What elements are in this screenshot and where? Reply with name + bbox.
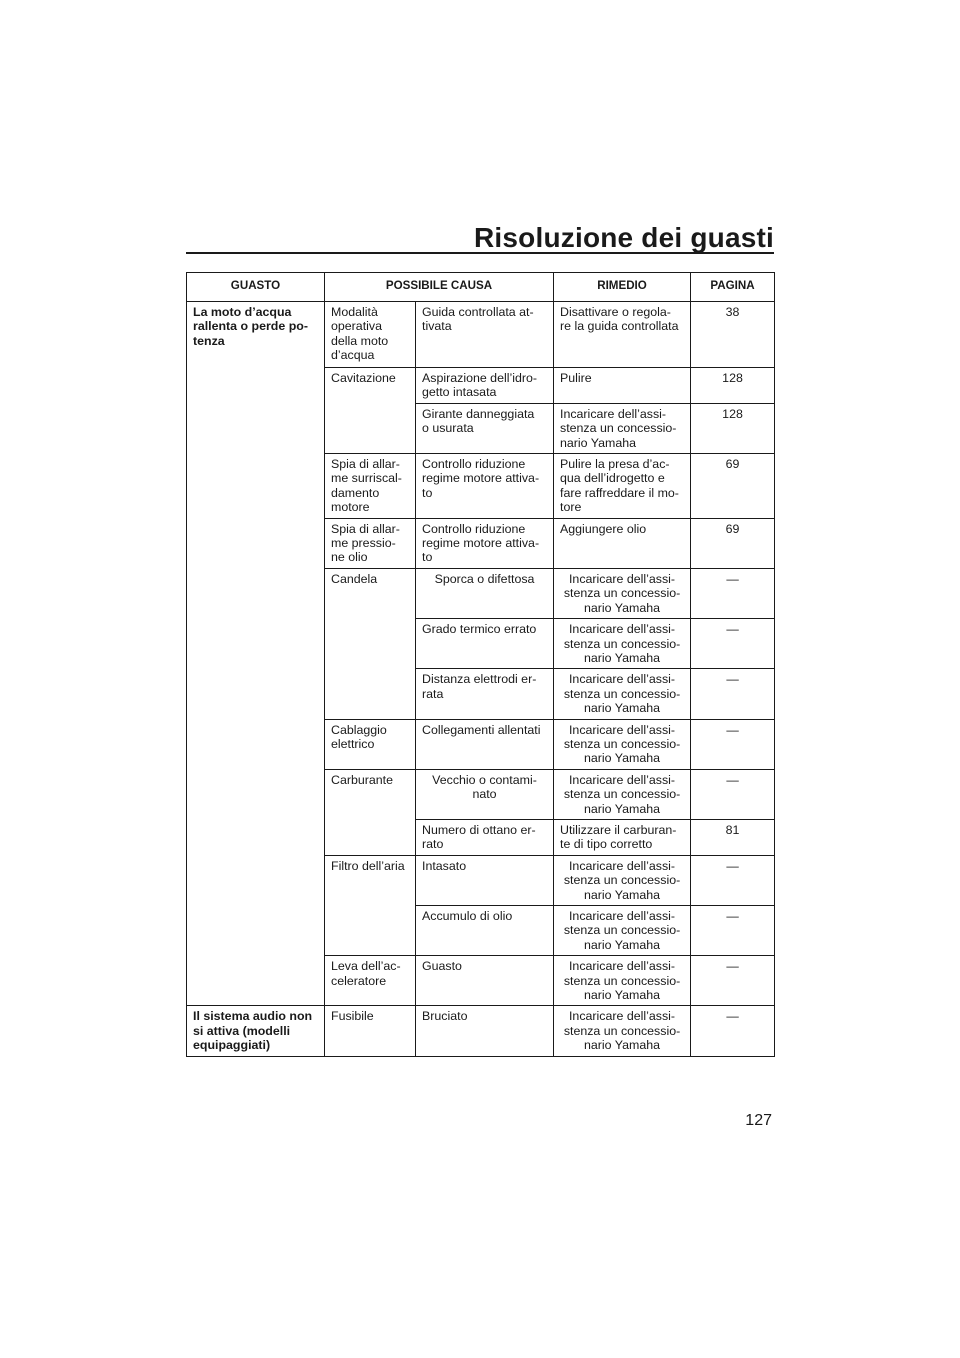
remedy-cell: Incaricare dell’assi- stenza un concessio- nario Yamaha [554, 403, 691, 453]
header-pagina: PAGINA [691, 273, 775, 302]
header-possibile-causa: POSSIBILE CAUSA [325, 273, 554, 302]
page-ref-cell: — [691, 769, 775, 819]
cause-detail-cell: Aspirazione dell’idro- getto intasata [416, 368, 554, 404]
remedy-cell: Incaricare dell’assi- stenza un concessio- nario Yamaha [554, 956, 691, 1006]
table-row [187, 302, 775, 368]
cause-detail-cell: Grado termico errato [416, 619, 554, 669]
guasto-cell: La moto d’acqua rallenta o perde po- tenza [187, 302, 325, 1006]
cause-category-cell: Candela [325, 568, 416, 719]
remedy-cell: Aggiungere olio [554, 518, 691, 568]
cause-category-cell: Cablaggio elettrico [325, 719, 416, 769]
remedy-cell: Incaricare dell’assi- stenza un concessio- nario Yamaha [554, 1006, 691, 1056]
cause-category-cell: Spia di allar- me surriscal- damento motore [325, 454, 416, 519]
guasto-cell: Il sistema audio non si attiva (modelli equipaggiati) [187, 1006, 325, 1056]
cause-detail-cell: Sporca o difettosa [416, 568, 554, 618]
page-ref-cell: 128 [691, 368, 775, 404]
cause-detail-cell: Numero di ottano er- rato [416, 819, 554, 855]
remedy-cell: Incaricare dell’assi- stenza un concessio- nario Yamaha [554, 568, 691, 618]
cause-category-cell: Fusibile [325, 1006, 416, 1056]
remedy-cell: Incaricare dell’assi- stenza un concessio- nario Yamaha [554, 855, 691, 905]
page-ref-cell: — [691, 568, 775, 618]
remedy-cell: Disattivare o regola- re la guida controllata [554, 302, 691, 368]
cause-detail-cell: Collegamenti allentati [416, 719, 554, 769]
header-guasto: GUASTO [187, 273, 325, 302]
cause-detail-cell: Bruciato [416, 1006, 554, 1056]
cause-detail-cell: Guasto [416, 956, 554, 1006]
page-ref-cell: 69 [691, 454, 775, 519]
title-rule [186, 252, 774, 254]
cause-category-cell: Spia di allar- me pressio- ne olio [325, 518, 416, 568]
table-header-row [187, 273, 775, 302]
page-ref-cell: — [691, 855, 775, 905]
cause-detail-cell: Intasato [416, 855, 554, 905]
cause-category-cell: Filtro dell’aria [325, 855, 416, 955]
page-title: Risoluzione dei guasti [474, 222, 774, 253]
cause-detail-cell: Guida controllata at- tivata [416, 302, 554, 368]
page-ref-cell: — [691, 1006, 775, 1056]
remedy-cell: Incaricare dell’assi- stenza un concessio- nario Yamaha [554, 619, 691, 669]
cause-detail-cell: Accumulo di olio [416, 906, 554, 956]
page-ref-cell: — [691, 906, 775, 956]
cause-detail-cell: Controllo riduzione regime motore attiva- to [416, 518, 554, 568]
page-ref-cell: — [691, 619, 775, 669]
cause-detail-cell: Vecchio o contami- nato [416, 769, 554, 819]
cause-detail-cell: Distanza elettrodi er- rata [416, 669, 554, 719]
page-ref-cell: 81 [691, 819, 775, 855]
page-number: 127 [745, 1112, 772, 1129]
cause-category-cell: Carburante [325, 769, 416, 855]
page-ref-cell: 128 [691, 403, 775, 453]
header-rimedio: RIMEDIO [554, 273, 691, 302]
remedy-cell: Incaricare dell’assi- stenza un concessio- nario Yamaha [554, 906, 691, 956]
cause-category-cell: Leva dell’ac- celeratore [325, 956, 416, 1006]
remedy-cell: Incaricare dell’assi- stenza un concessio- nario Yamaha [554, 669, 691, 719]
page-ref-cell: 38 [691, 302, 775, 368]
cause-detail-cell: Girante danneggiata o usurata [416, 403, 554, 453]
remedy-cell: Utilizzare il carburan- te di tipo corretto [554, 819, 691, 855]
page-ref-cell: — [691, 956, 775, 1006]
troubleshooting-table [186, 272, 775, 1057]
remedy-cell: Pulire la presa d’ac- qua dell’idrogetto e fare raffreddare il mo- tore [554, 454, 691, 519]
cause-detail-cell: Controllo riduzione regime motore attiva- to [416, 454, 554, 519]
cause-category-cell: Cavitazione [325, 368, 416, 454]
remedy-cell: Incaricare dell’assi- stenza un concessio- nario Yamaha [554, 719, 691, 769]
remedy-cell: Incaricare dell’assi- stenza un concessio- nario Yamaha [554, 769, 691, 819]
cause-category-cell: Modalità operativa della moto d’acqua [325, 302, 416, 368]
remedy-cell: Pulire [554, 368, 691, 404]
table-row [187, 1006, 775, 1056]
page-ref-cell: — [691, 669, 775, 719]
page-ref-cell: — [691, 719, 775, 769]
page-ref-cell: 69 [691, 518, 775, 568]
